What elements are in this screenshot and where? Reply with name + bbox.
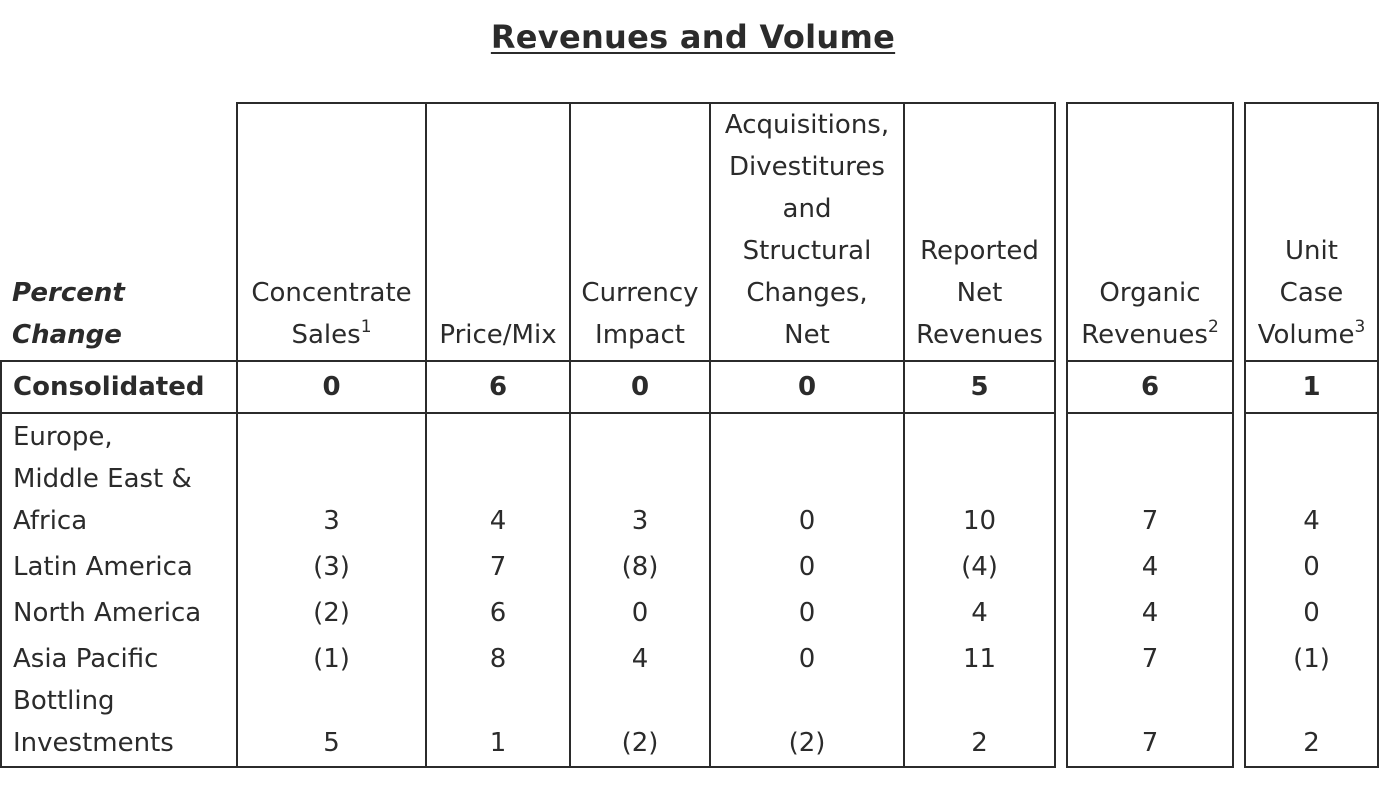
table-cell: 0 [1245,588,1378,634]
row-label: Europe, Middle East & Africa [1,413,237,542]
table-cell: 7 [1067,680,1233,767]
table-cell: 0 [570,588,710,634]
table-cell: 6 [426,361,570,413]
table-row-consolidated [1,361,1378,413]
table-cell: 4 [570,634,710,680]
revenues-volume-table [0,102,1379,768]
table-cell: 1 [1245,361,1378,413]
row-label: Latin America [1,542,237,588]
table-cell: (4) [904,542,1055,588]
table-cell: 7 [426,542,570,588]
table-cell: (3) [237,542,426,588]
row-label: Bottling Investments [1,680,237,767]
table-cell: 5 [904,361,1055,413]
row-label: North America [1,588,237,634]
table-cell: (2) [570,680,710,767]
header-currency-impact: Currency Impact [570,103,710,361]
table-cell: 0 [710,413,904,542]
table-cell: 4 [904,588,1055,634]
footnote-1: 1 [360,317,372,337]
header-concentrate-sales: Concentrate Sales$^1$ [237,103,426,361]
table-cell: (1) [237,634,426,680]
table-cell: 3 [237,413,426,542]
row-label: Asia Pacific [1,634,237,680]
footnote-3: 3 [1354,317,1366,337]
table-row [1,542,1378,588]
table-row [1,588,1378,634]
page-title: Revenues and Volume [490,18,896,56]
row-label: Consolidated [1,361,237,413]
header-acquisitions-divestitures: Acquisitions, Divestitures and Structural Changes, Net [710,103,904,361]
table-cell: 2 [1245,680,1378,767]
table-cell: 4 [1067,542,1233,588]
table-cell: 7 [1067,634,1233,680]
header-percent-label: Percent [12,278,125,308]
table-cell: (1) [1245,634,1378,680]
table-cell: 0 [710,634,904,680]
table-row [1,413,1378,542]
table-row [1,680,1378,767]
table-cell: 0 [570,361,710,413]
table-cell: (2) [710,680,904,767]
table-cell: 4 [1245,413,1378,542]
table-cell: 6 [1067,361,1233,413]
header-unit-case-volume: Unit Case Volume$^3$ [1245,103,1378,361]
table-cell: 0 [237,361,426,413]
header-price-mix: Price/Mix [426,103,570,361]
header-organic-revenues: Organic Revenues$^2$ [1067,103,1233,361]
table-cell: 2 [904,680,1055,767]
table-cell: 0 [710,588,904,634]
header-row [1,103,1378,361]
header-change-label: Change [12,320,122,350]
table-row [1,634,1378,680]
table-cell: 5 [237,680,426,767]
table-cell: 6 [426,588,570,634]
table-cell: (8) [570,542,710,588]
header-percent-change [1,103,237,361]
footnote-2: 2 [1207,317,1219,337]
table-cell: 10 [904,413,1055,542]
table-cell: 0 [710,361,904,413]
table-cell: 4 [1067,588,1233,634]
table-cell: 7 [1067,413,1233,542]
table-cell: 0 [710,542,904,588]
table-cell: 0 [1245,542,1378,588]
table-cell: 1 [426,680,570,767]
table-cell: (2) [237,588,426,634]
table-cell: 8 [426,634,570,680]
table-cell: 4 [426,413,570,542]
header-reported-net-revenues: Reported Net Revenues [904,103,1055,361]
table-cell: 3 [570,413,710,542]
table-cell: 11 [904,634,1055,680]
